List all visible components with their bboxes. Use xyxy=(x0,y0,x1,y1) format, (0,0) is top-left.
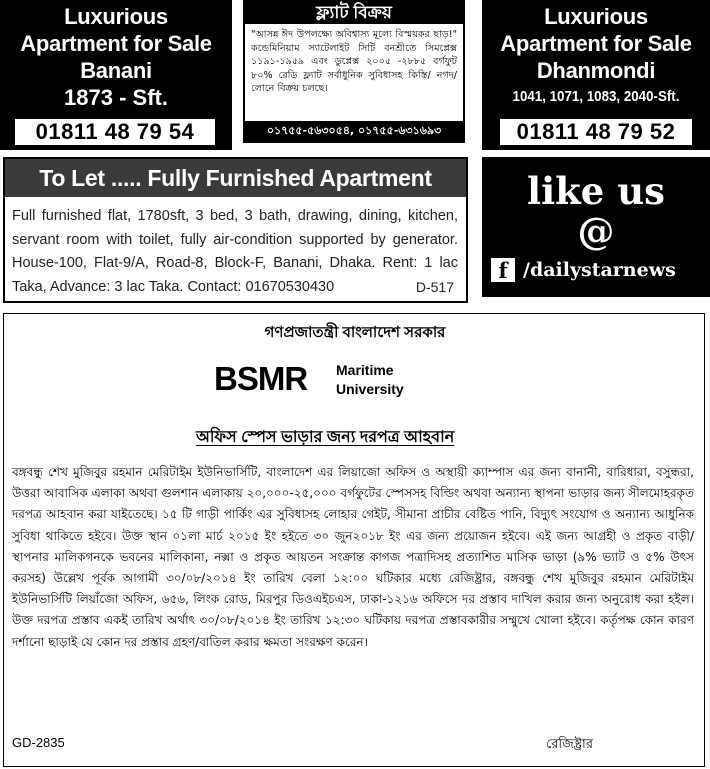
ad-banani-title-line-3: Banani xyxy=(80,58,152,83)
like-us-banner[interactable] xyxy=(482,157,710,297)
ad-to-let-code: D-517 xyxy=(415,279,454,295)
ad-flat-sale-title: ফ্ল্যাট বিক্রয় xyxy=(245,2,463,24)
notice-signatory: রেজিষ্ট্রার xyxy=(546,737,593,752)
ad-banani-apartment xyxy=(0,0,232,150)
notice-code: GD-2835 xyxy=(12,735,65,750)
ad-dhanmondi-apartment xyxy=(482,0,710,150)
notice-body: বঙ্গবন্ধু শেখ মুজিবুর রহমান মেরিটাইম ইউনিভার্সিটি, বাংলাদেশ এর লিয়াজো অফিস ও অস্থায়ী ক্যাম্পাস এর জন্য বানানী, বারিধারা, বসুন্ধরা, উত্তরা আবাসিক এলাকা অথবা গুলশান এলাকায় ২০,০০০-২৫,০০০ বর্গফুটের স্পেসসহ বিল্ডিং অথবা অন্যান্য স্থাপনা ভাড়ার জন্য সীলমোহরকৃত দরপত্র আহবান করা যাইতেছে। ১৫ টি গাড়ী পার্কিং এর সুবিধাসহ লোহার গেইট, সীমানা প্রাচীর বেষ্টিত পানি, বিদ্যুৎ সংযোগ ও অন্যান্য আধুনিক সুবিধা থাকিতে হইবে। উক্ত স্থান ০১লা মার্চ ২০১৫ ইং হইতে ৩০ জুন২০১৮ ইং এর জন্য প্রয়োজন হইবে। এই জন্য আগ্রহী ও প্রকৃত বাড়ী/স্থাপনার মালিকগনকে ভবনের মালিকানা, নক্সা ও প্রকৃত আয়তন সংক্রান্ত কাগজ পত্রাদিসহ প্রত্যাশিত মাসিক ভাড়া (৯% ভ্যাট ও ৫% উৎস করসহ) উল্লেখ পূর্বক আগামী ৩০/০৮/২০১৪ ইং তারিখ বেলা ১২:০০ ঘটিকার মধ্যে রেজিষ্ট্রার, বঙ্গবন্ধু শেখ মুজিবুর রহমান মেরিটাইম ইউনিভার্সিটি লিয়াঁজো অফিস, ৬৫৬, লিংক রোড, মিরপুর ডিওএইচএস, ঢাকা-১২১৬ অফিসে দর প্রস্তাব দাখিল করার জন্য অনুরোধ করা হইল। উক্ত দরপত্র প্রস্তাব একই তারিখ অর্থাৎ ৩০/০৮/২০১৪ ইং তারিখ ১২:৩০ ঘটিকায় দরপত্র প্রস্তাবকারীর সম্মুখে খোলা হইবে। কর্তৃপক্ষ কোন কারণ দর্শানো ছাড়াই যে কোন দর প্রস্তাব গ্রহণ/বাতিল করার ক্ষমতা সংরক্ষণ করেন। xyxy=(12,465,694,649)
notice-title: অফিস স্পেস ভাড়ার জন্য দরপত্র আহবান xyxy=(196,429,455,446)
bsmr-logo-subtitle xyxy=(336,361,404,399)
bsmr-logo: BSMR xyxy=(214,360,308,397)
ad-banani-phone: 01811 48 79 54 xyxy=(15,119,215,145)
ad-dhanmondi-title-line-3: Dhanmondi xyxy=(536,58,656,83)
ad-banani-size: 1873 - Sft. xyxy=(64,85,168,110)
ad-dhanmondi-title-line-1: Luxurious xyxy=(544,4,648,29)
ad-to-let-body: Full furnished flat, 1780sft, 3 bed, 3 bath, drawing, dining, kitchen, servant room with toilet, fully air-condition supported by generator. House-100, Flat-9/A, Road-8, Block-F, Banani, Dhaka. Rent: 1 lac Taka, Advance: 3 lac Taka. Contact: 01670530430 xyxy=(12,208,458,295)
bsmr-logo-subtitle-line-1: Maritime xyxy=(336,362,394,378)
facebook-handle[interactable]: /dailystarnews xyxy=(523,259,676,281)
ad-to-let-heading: To Let ..... Fully Furnished Apartment xyxy=(5,159,466,197)
ad-dhanmondi-phone: 01811 48 79 52 xyxy=(500,119,692,145)
government-title: গণপ্রজাতন্ত্রী বাংলাদেশ সরকার xyxy=(264,324,446,341)
ad-dhanmondi-title-line-2: Apartment for Sale xyxy=(500,31,692,56)
ad-dhanmondi-size: 1041, 1071, 1083, 2040-Sft. xyxy=(512,89,680,105)
ad-to-let xyxy=(3,157,468,303)
ad-flat-sale-phones: ০১৭৫৫-৫৬৩০৫৪, ০১৭৫৫-৬৩১৬৯৩ xyxy=(245,121,463,141)
ad-flat-sale xyxy=(243,0,465,143)
facebook-icon: f xyxy=(491,258,515,282)
at-symbol: @ xyxy=(577,209,615,253)
ad-flat-sale-body: "আসন্ন ঈদ উপলক্ষ্যে অবিশ্বাস্য মূল্যে বিস্ময়কর ছাড়!" কন্ডেমিনিয়াম স্যাটেলাইট সিটি বনশ্রীতে সিমপ্লেক্স ১১৯১-১৯৫৯ এবং ডুপ্লেক্স ২০০৫ -২৮৮৫ বর্গফুট ৮০% রেডি ফ্ল্যাট সর্বাধুনিক সুবিধাসহ কিস্তি/ নগদ/ লোনে বিক্রয় চলছে। xyxy=(251,29,457,95)
ad-banani-title-line-2: Apartment for Sale xyxy=(20,31,212,56)
like-us-text: like us xyxy=(527,169,665,213)
ad-banani-title-line-1: Luxurious xyxy=(64,4,168,29)
bsmr-logo-subtitle-line-2: University xyxy=(336,381,404,397)
